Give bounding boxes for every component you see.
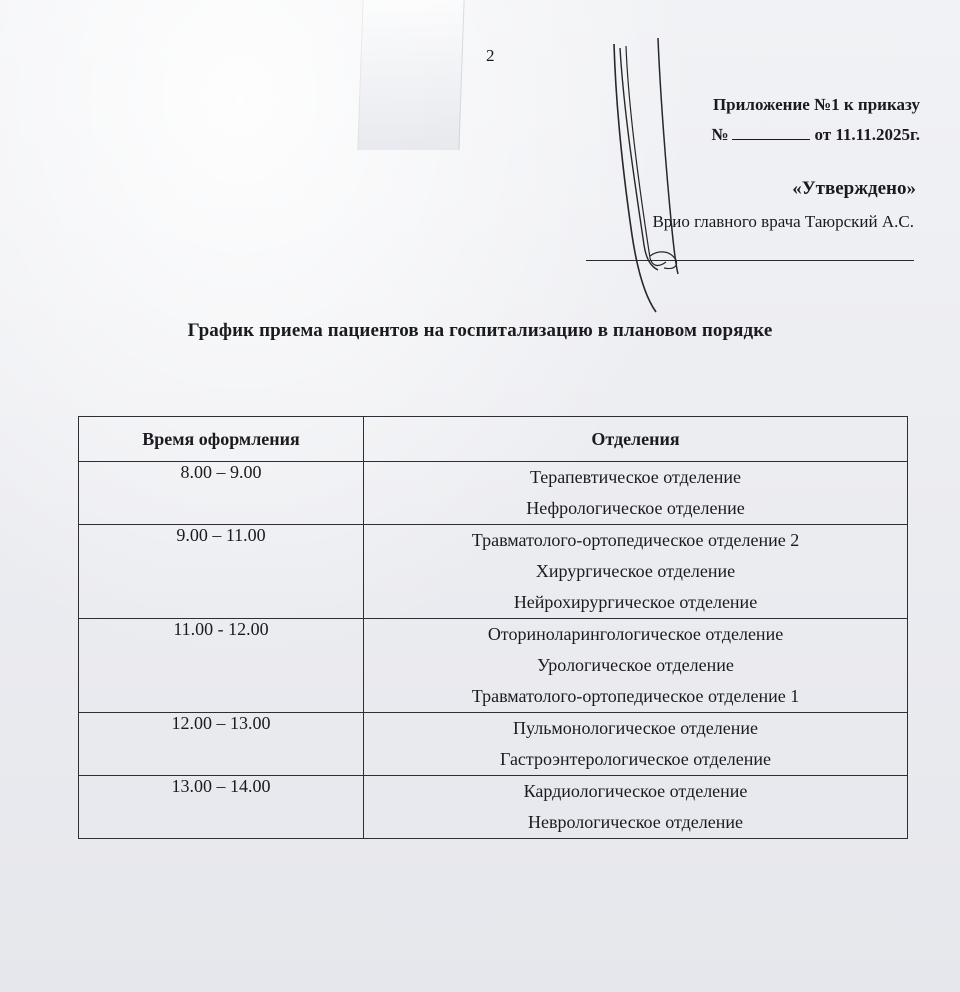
time-cell: 13.00 – 14.00 bbox=[79, 776, 364, 839]
appendix-line: Приложение №1 к приказу bbox=[712, 95, 920, 114]
table-row bbox=[79, 525, 908, 619]
time-cell: 11.00 - 12.00 bbox=[79, 619, 364, 713]
order-date: от 11.11.2025г. bbox=[814, 125, 920, 144]
time-cell: 12.00 – 13.00 bbox=[79, 713, 364, 776]
department-name: Нейрохирургическое отделение bbox=[513, 592, 758, 612]
departments-cell bbox=[364, 776, 908, 839]
time-cell: 9.00 – 11.00 bbox=[79, 525, 364, 619]
schedule-table bbox=[78, 416, 908, 839]
approval-label: «Утверждено» bbox=[792, 178, 916, 199]
handwritten-signature bbox=[580, 30, 720, 320]
departments-cell bbox=[364, 462, 908, 525]
department-name: Кардиологическое отделение bbox=[523, 781, 748, 801]
departments-cell bbox=[364, 619, 908, 713]
department-name: Пульмонологическое отделение bbox=[513, 718, 758, 738]
table-row bbox=[79, 713, 908, 776]
department-name: Травматолого-ортопедическое отделение 2 bbox=[471, 530, 800, 550]
order-number-blank bbox=[732, 125, 810, 140]
header-time: Время оформления bbox=[79, 417, 364, 462]
document-title: График приема пациентов на госпитализацию в плановом порядке bbox=[187, 320, 773, 341]
table-header-row bbox=[79, 417, 908, 462]
department-name: Нефрологическое отделение bbox=[526, 498, 745, 518]
table-row bbox=[79, 619, 908, 713]
order-line bbox=[711, 120, 920, 150]
department-name: Хирургическое отделение bbox=[535, 561, 736, 581]
header-departments: Отделения bbox=[364, 417, 908, 462]
page-number: 2 bbox=[486, 46, 495, 65]
department-name: Травматолого-ортопедическое отделение 1 bbox=[471, 686, 800, 706]
table-row bbox=[79, 776, 908, 839]
department-name: Оториноларингологическое отделение bbox=[487, 624, 784, 644]
order-number-prefix: № bbox=[711, 125, 729, 144]
department-name: Терапевтическое отделение bbox=[529, 467, 741, 487]
time-cell: 8.00 – 9.00 bbox=[79, 462, 364, 525]
approval-signatory: Врио главного врача Таюрский А.С. bbox=[652, 212, 914, 231]
department-name: Гастроэнтерологическое отделение bbox=[499, 749, 771, 769]
departments-cell bbox=[364, 713, 908, 776]
adhesive-tape bbox=[357, 0, 464, 150]
table-row bbox=[79, 462, 908, 525]
department-name: Урологическое отделение bbox=[537, 655, 734, 675]
appendix-header bbox=[711, 90, 920, 150]
department-name: Неврологическое отделение bbox=[527, 812, 744, 832]
departments-cell bbox=[364, 525, 908, 619]
